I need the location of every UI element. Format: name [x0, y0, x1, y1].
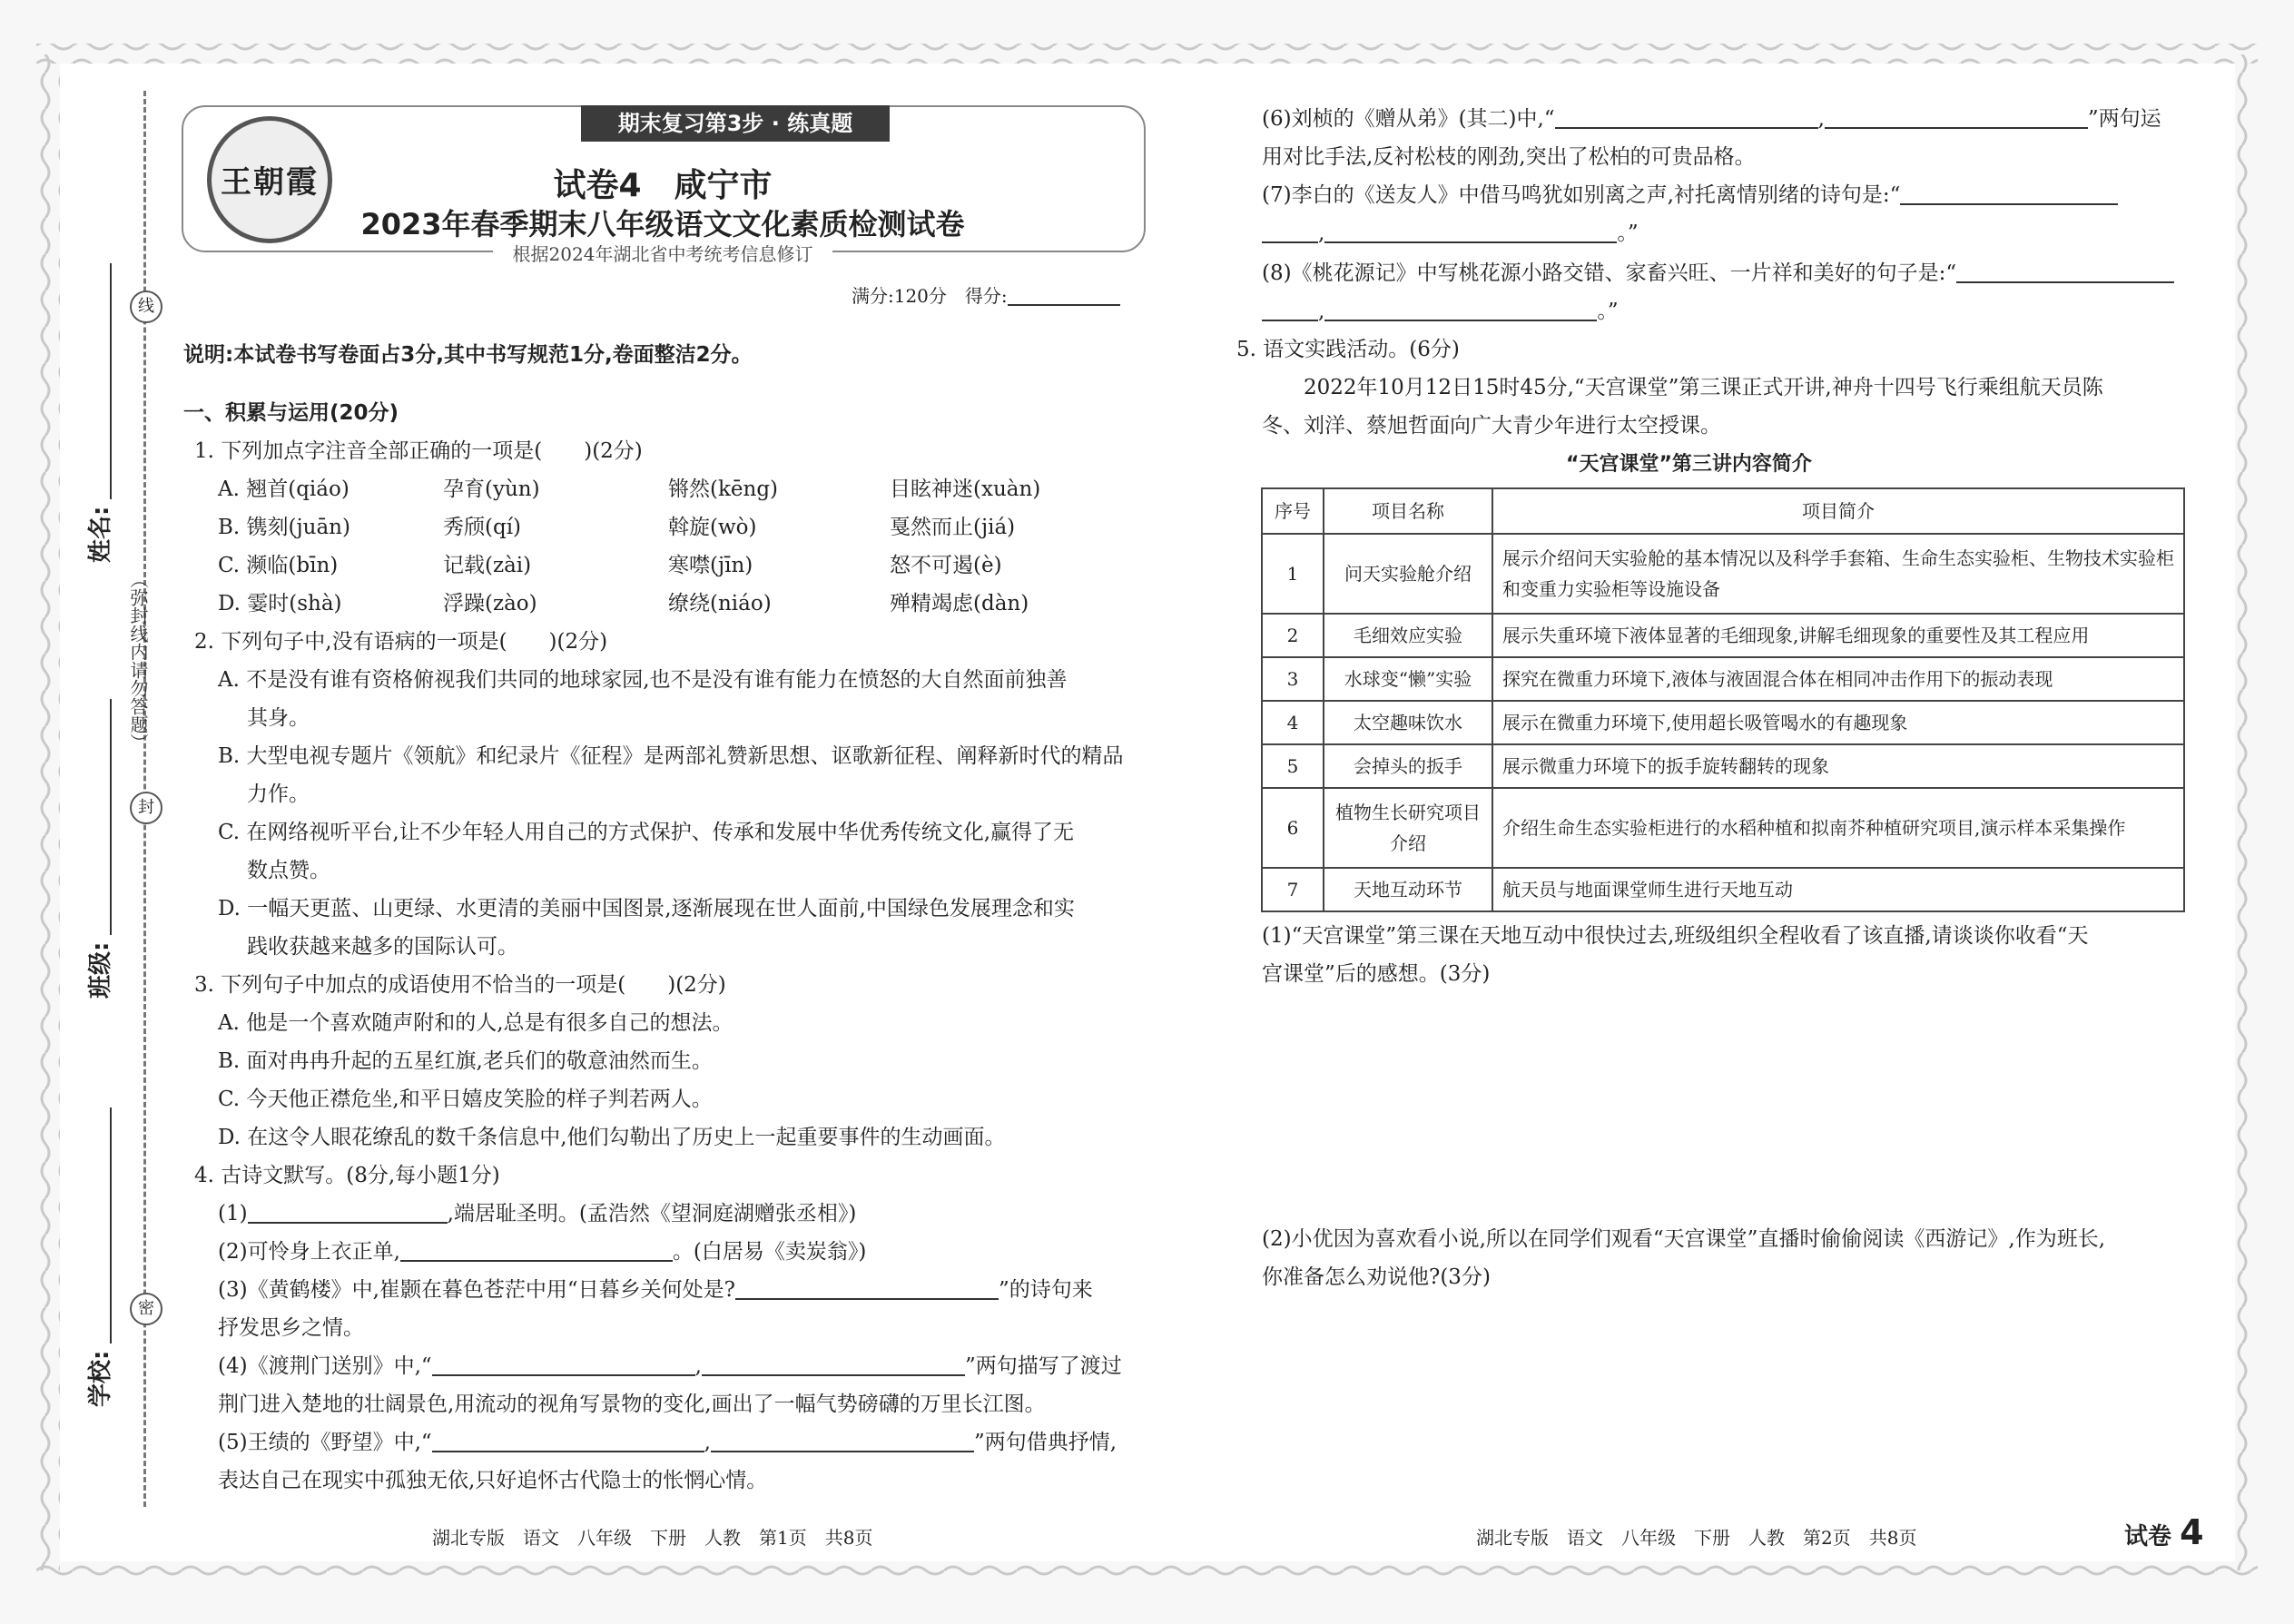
question-3: 3. 下列句子中加点的成语使用不恰当的一项是( )(2分) — [194, 973, 726, 997]
class-label: 班级: — [87, 941, 114, 999]
question-2: 2. 下列句子中,没有语病的一项是( )(2分) — [194, 630, 608, 654]
q2-line-5: C. 在网络视听平台,让不少年轻人用自己的方式保护、传承和发展中华优秀传统文化,赢得了无 — [218, 821, 1075, 844]
table-cell-no: 4 — [1262, 701, 1324, 744]
table-cell-name: 毛细效应实验 — [1324, 614, 1492, 657]
table-cell-no: 5 — [1262, 744, 1324, 788]
exam-header — [182, 105, 1144, 265]
q4-4-blank-1[interactable] — [432, 1374, 695, 1376]
q2-line-6: 数点赞。 — [247, 859, 330, 882]
q4-item-6: (6)刘桢的《赠从弟》(其二)中,“ , ”两句运 — [1262, 107, 2161, 131]
q4-6-text: ”两句运 — [2087, 107, 2161, 131]
q1-option-c4: 怒不可遏(è) — [890, 554, 1002, 577]
q2-line-3: B. 大型电视专题片《领航》和纪录片《征程》是两部礼赞新思想、讴歌新征程、阐释新时代的精品 — [218, 744, 1124, 768]
q4-item-7b: , 。” — [1262, 216, 1639, 246]
q1-option-d1: D. 霎时(shà) — [218, 592, 342, 615]
q4-1-prefix: (1) — [218, 1202, 248, 1225]
q4-2-blank[interactable] — [400, 1260, 673, 1262]
q4-item-4b: 荆门进入楚地的壮阔景色,用流动的视角写景物的变化,画出了一幅气势磅礴的万里长江图。 — [218, 1393, 1046, 1416]
q1-option-b4: 戛然而止(jiá) — [890, 516, 1016, 539]
score-line — [852, 281, 1120, 308]
q4-8-blank-3[interactable] — [1324, 320, 1597, 321]
q4-4-prefix: (4)《渡荆门送别》中,“ — [218, 1354, 432, 1378]
binding-mark-xian: 线 — [130, 290, 162, 323]
q4-2-text: 。(白居易《卖炭翁》) — [672, 1240, 867, 1264]
q5-1-answer-area[interactable] — [1262, 999, 2186, 1216]
q3-line-a: A. 他是一个喜欢随声附和的人,总是有很多自己的想法。 — [218, 1011, 733, 1035]
q1-option-a3: 锵然(kēng) — [668, 477, 779, 501]
q4-6-blank-1[interactable] — [1555, 127, 1818, 129]
table-cell-no: 6 — [1262, 788, 1324, 868]
q3-line-c: C. 今天他正襟危坐,和平日嬉皮笑脸的样子判若两人。 — [218, 1088, 713, 1111]
q4-8-end: 。” — [1597, 300, 1619, 323]
q2-line-8: 践收获越来越多的国际认可。 — [247, 935, 518, 959]
q4-7-blank-2[interactable] — [1262, 241, 1318, 243]
q4-item-2 — [218, 1235, 866, 1265]
tiangong-table — [1261, 487, 2185, 912]
binding-note: （弥封线内请勿答题） — [127, 570, 149, 752]
q4-4-blank-2[interactable] — [702, 1374, 965, 1376]
table-cell-name: 太空趣味饮水 — [1324, 701, 1492, 744]
q4-1-blank[interactable] — [248, 1222, 448, 1224]
table-cell-no: 1 — [1262, 534, 1324, 614]
binding-mark-mi: 密 — [130, 1293, 162, 1325]
review-banner: 期末复习第3步 · 练真题 — [581, 105, 890, 142]
q4-item-5: (5)王绩的《野望》中,“ , ”两句借典抒情, — [218, 1431, 1117, 1454]
paper-label: 试卷 — [2124, 1523, 2172, 1550]
table-cell-name: 天地互动环节 — [1324, 868, 1492, 911]
table-cell-desc: 介绍生命生态实验柜进行的水稻种植和拟南芥种植研究项目,演示样本采集操作 — [1492, 788, 2184, 868]
exam-title: 2023年春季期末八年级语文文化素质检测试卷 — [360, 207, 965, 241]
q4-item-8 — [1262, 256, 2174, 286]
name-line[interactable] — [110, 263, 112, 499]
q4-3-prefix: (3)《黄鹤楼》中,崔颢在暮色苍茫中用“日暮乡关何处是? — [218, 1278, 735, 1302]
q4-item-6b: 用对比手法,反衬松枝的刚劲,突出了松柏的可贵品格。 — [1262, 145, 1756, 169]
table-cell-name: 水球变“懒”实验 — [1324, 657, 1492, 701]
q1-option-c3: 寒噤(jīn) — [668, 554, 753, 577]
score-blank[interactable] — [1008, 304, 1120, 306]
q4-item-8b: , 。” — [1262, 294, 1619, 324]
table-cell-no: 3 — [1262, 657, 1324, 701]
table-row — [1262, 657, 2184, 701]
school-line[interactable] — [110, 1107, 112, 1343]
revision-note — [182, 240, 1144, 266]
table-cell-no: 2 — [1262, 614, 1324, 657]
table-cell-name: 会掉头的扳手 — [1324, 744, 1492, 788]
q2-line-4: 力作。 — [247, 782, 310, 806]
q4-3-text: ”的诗句来 — [998, 1278, 1093, 1302]
name-label: 姓名: — [87, 506, 114, 563]
paper-title: 试卷4 咸宁市 — [553, 167, 773, 204]
q4-5-blank-1[interactable] — [432, 1451, 704, 1452]
q2-line-2: 其身。 — [247, 706, 310, 730]
name-field[interactable] — [82, 263, 115, 563]
table-cell-desc: 探究在微重力环境下,液体与液固混合体在相同冲击作用下的振动表现 — [1492, 657, 2184, 701]
table-header-row — [1262, 488, 2184, 534]
question-5: 5. 语文实践活动。(6分) — [1236, 338, 1460, 361]
q4-5-text: ”两句借典抒情, — [973, 1431, 1117, 1454]
q5-2-line-2: 你准备怎么劝说他?(3分) — [1262, 1265, 1491, 1289]
q4-8-blank-1[interactable] — [1956, 281, 2174, 283]
q4-1-text: ,端居耻圣明。(孟浩然《望洞庭湖赠张丞相》) — [447, 1202, 857, 1225]
q4-7-end: 。” — [1617, 221, 1639, 245]
q2-line-7: D. 一幅天更蓝、山更绿、水更清的美丽中国图景,逐渐展现在世人面前,中国绿色发展理念和实 — [218, 897, 1075, 920]
table-cell-desc: 展示介绍问天实验舱的基本情况以及科学手套箱、生命生态实验柜、生物技术实验柜和变重力实验柜等设施设备 — [1492, 534, 2184, 614]
table-row — [1262, 788, 2184, 868]
table-row — [1262, 744, 2184, 788]
table-title: “天宫课堂”第三讲内容简介 — [1566, 453, 1812, 476]
q5-1-line-2: 宫课堂”后的感想。(3分) — [1262, 962, 1491, 986]
q4-8-text: (8)《桃花源记》中写桃花源小路交错、家畜兴旺、一片祥和美好的句子是:“ — [1262, 261, 1957, 285]
logo-text: 王朝霞 — [221, 164, 319, 201]
footer-page-2: 湖北专版 语文 八年级 下册 人教 第2页 共8页 — [1476, 1527, 1917, 1549]
paper-no: 4 — [2180, 1512, 2204, 1552]
q1-option-d4: 殚精竭虑(dàn) — [890, 592, 1029, 615]
table-cell-desc: 展示失重环境下液体显著的毛细现象,讲解毛细现象的重要性及其工程应用 — [1492, 614, 2184, 657]
question-1: 1. 下列加点字注音全部正确的一项是( )(2分) — [194, 439, 643, 463]
table-row — [1262, 868, 2184, 911]
q1-option-b2: 秀颀(qí) — [443, 516, 522, 539]
class-line[interactable] — [110, 699, 112, 935]
q1-option-a2: 孕育(yùn) — [443, 477, 540, 501]
table-row — [1262, 701, 2184, 744]
q1-option-b3: 斡旋(wò) — [668, 516, 757, 539]
table-cell-name: 植物生长研究项目介绍 — [1324, 788, 1492, 868]
q4-item-5b: 表达自己在现实中孤独无依,只好追怀古代隐士的怅惘心情。 — [218, 1469, 768, 1492]
school-label: 学校: — [87, 1350, 114, 1407]
q5-intro-2: 冬、刘洋、蔡旭哲面向广大青少年进行太空授课。 — [1262, 414, 1721, 438]
q5-intro-1: 2022年10月12日15时45分,“天宫课堂”第三课正式开讲,神舟十四号飞行乘组航天员陈 — [1304, 376, 2103, 399]
class-field[interactable] — [82, 699, 115, 999]
table-cell-desc: 展示在微重力环境下,使用超长吸管喝水的有趣现象 — [1492, 701, 2184, 744]
q1-option-d2: 浮躁(zào) — [443, 592, 537, 615]
q3-line-d: D. 在这令人眼花缭乱的数千条信息中,他们勾勒出了历史上一起重要事件的生动画面。 — [218, 1126, 1006, 1149]
table-cell-desc: 展示微重力环境下的扳手旋转翻转的现象 — [1492, 744, 2184, 788]
q4-item-3 — [218, 1273, 1093, 1303]
q3-line-b: B. 面对冉冉升起的五星红旗,老兵们的敬意油然而生。 — [218, 1049, 713, 1073]
table-header-no: 序号 — [1262, 488, 1324, 534]
q1-option-b1: B. 镌刻(juān) — [218, 516, 350, 539]
q4-8-blank-2[interactable] — [1262, 320, 1318, 321]
table-header-desc: 项目简介 — [1492, 488, 2184, 534]
revision-text: 根据2024年湖北省中考统考信息修订 — [493, 243, 833, 265]
q4-3-blank[interactable] — [735, 1298, 999, 1300]
q4-5-prefix: (5)王绩的《野望》中,“ — [218, 1431, 432, 1454]
q5-2-line-1: (2)小优因为喜欢看小说,所以在同学们观看“天宫课堂”直播时偷偷阅读《西游记》,作为班长, — [1262, 1227, 2106, 1251]
paper-number — [2124, 1512, 2204, 1552]
q4-6-blank-2[interactable] — [1825, 127, 2088, 129]
q4-4-text: ”两句描写了渡过 — [964, 1354, 1122, 1378]
q1-option-c2: 记载(zài) — [443, 554, 532, 577]
question-4: 4. 古诗文默写。(8分,每小题1分) — [194, 1164, 500, 1187]
q5-1-line-1: (1)“天宫课堂”第三课在天地互动中很快过去,班级组织全程收看了该直播,请谈谈你收看“天 — [1262, 924, 2089, 948]
q1-option-a1: A. 翘首(qiáo) — [218, 477, 350, 501]
q4-7-blank-1[interactable] — [1900, 203, 2118, 205]
table-row — [1262, 614, 2184, 657]
q4-6-prefix: (6)刘桢的《赠从弟》(其二)中,“ — [1262, 107, 1555, 131]
q4-7-text: (7)李白的《送友人》中借马鸣犹如别离之声,衬托离情别绪的诗句是:“ — [1262, 183, 1901, 207]
table-cell-no: 7 — [1262, 868, 1324, 911]
footer-page-1: 湖北专版 语文 八年级 下册 人教 第1页 共8页 — [432, 1527, 873, 1549]
table-header-name: 项目名称 — [1324, 488, 1492, 534]
q1-option-a4: 目眩神迷(xuàn) — [890, 477, 1041, 501]
q5-2-answer-area[interactable] — [1262, 1302, 2186, 1501]
q4-item-1 — [218, 1196, 856, 1226]
q4-item-3b: 抒发思乡之情。 — [218, 1316, 364, 1340]
school-field[interactable] — [82, 1107, 115, 1407]
score-label: 满分:120分 得分: — [852, 285, 1008, 307]
instruction: 说明:本试卷书写卷面占3分,其中书写规范1分,卷面整洁2分。 — [183, 343, 753, 367]
table-row — [1262, 534, 2184, 614]
binding-mark-feng: 封 — [130, 792, 162, 824]
q1-option-c1: C. 濒临(bīn) — [218, 554, 339, 577]
q1-option-d3: 缭绕(niáo) — [668, 592, 772, 615]
q2-line-1: A. 不是没有谁有资格俯视我们共同的地球家园,也不是没有谁有能力在愤怒的大自然面前独善 — [218, 668, 1068, 692]
table-cell-name: 问天实验舱介绍 — [1324, 534, 1492, 614]
q4-5-blank-2[interactable] — [711, 1451, 974, 1452]
table-cell-desc: 航天员与地面课堂师生进行天地互动 — [1492, 868, 2184, 911]
q4-item-7 — [1262, 178, 2118, 208]
section-1-heading: 一、积累与运用(20分) — [183, 401, 399, 425]
q4-7-blank-3[interactable] — [1324, 241, 1617, 243]
q4-item-4: (4)《渡荆门送别》中,“ , ”两句描写了渡过 — [218, 1354, 1122, 1378]
q4-2-prefix: (2)可怜身上衣正单, — [218, 1240, 400, 1264]
